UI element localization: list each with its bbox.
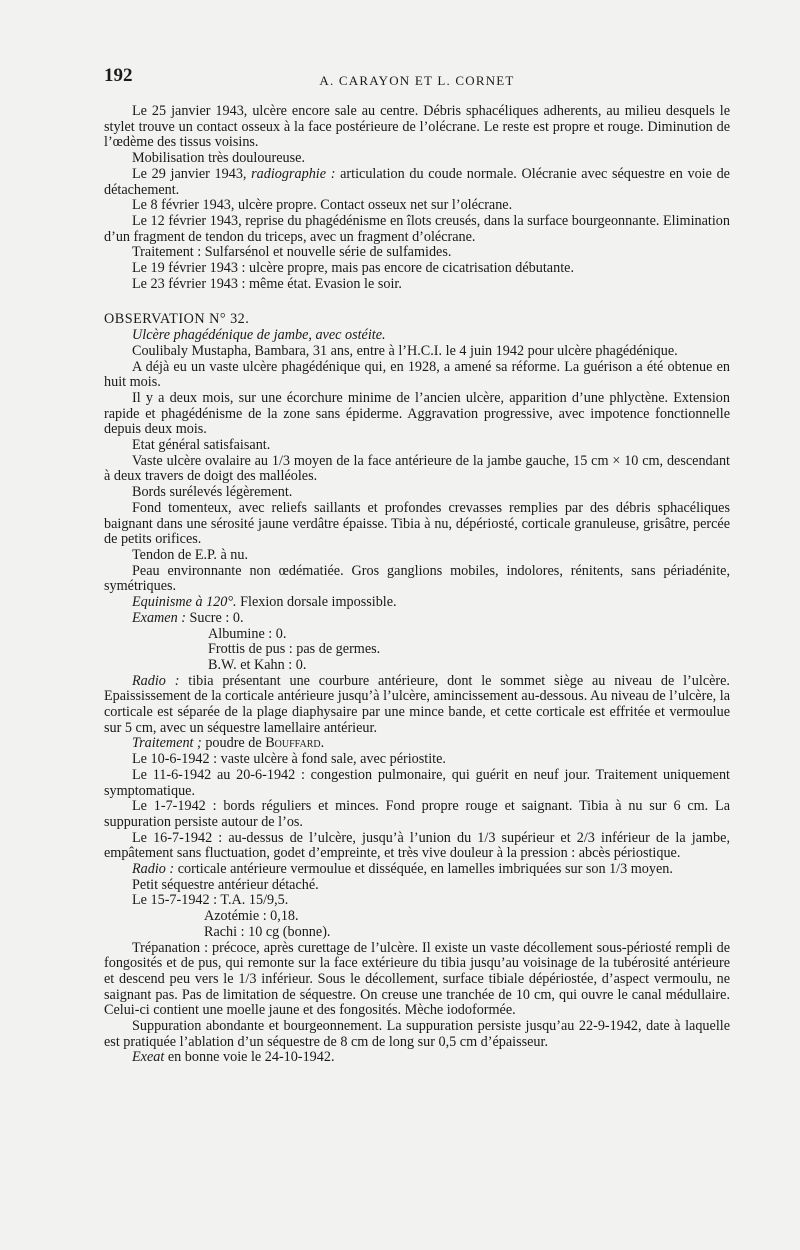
paragraph: Il y a deux mois, sur une écorchure minime de l’ancien ulcère, apparition d’une phlyctène. Extension rapide et phagédénisme de la zone sans épiderme. Aggravation progressive, avec impotence fonctionnelle depuis deux mois. [104, 389, 730, 438]
ta-line: Azotémie : 0,18. [204, 908, 299, 925]
paragraph: Le 1-7-1942 : bords réguliers et minces. Fond propre rouge et saignant. Tibia à nu sur 6 cm. La suppuration persiste autour de l’os. [104, 798, 730, 830]
paragraph: Le 8 février 1943, ulcère propre. Contact osseux net sur l’olécrane. [132, 197, 513, 214]
paragraph: Le 19 février 1943 : ulcère propre, mais pas encore de cicatrisation débutante. [132, 260, 574, 277]
paragraph: Le 25 janvier 1943, ulcère encore sale au centre. Débris sphacéliques adherents, au milieu desquels le stylet trouve un contact osseux à la face postérieure de l’olécrane. Le reste est propre et rouge. Diminution de l’œdème des tissus voisins. [104, 103, 730, 151]
paragraph: Vaste ulcère ovalaire au 1/3 moyen de la face antérieure de la jambe gauche, 15 cm × 10 cm, descendant à deux travers de doigt des malléoles. [104, 452, 730, 485]
traitement-label: Traitement ; [132, 735, 202, 752]
paragraph: Peau environnante non œdématiée. Gros ganglions mobiles, indolores, rénitents, sans périadénite, symétriques. [104, 562, 730, 595]
paragraph: Traitement : Sulfarsénol et nouvelle série de sulfamides. [132, 244, 452, 261]
paragraph: Equinisme à 120°. Flexion dorsale impossible. [132, 594, 397, 611]
paragraph: Traitement ; poudre de Bouffard. [132, 735, 325, 752]
paragraph: Le 11-6-1942 au 20-6-1942 : congestion pulmonaire, qui guérit en neuf jour. Traitement uniquement symptomatique. [104, 766, 730, 799]
page-header [104, 64, 730, 104]
paragraph: Tendon de E.P. à nu. [132, 546, 249, 563]
paragraph: Trépanation : précoce, après curettage de l’ulcère. Il existe un vaste décollement sous-périosté rempli de fongosités et de pus, qui remonte sur la face extérieure du tibia jusqu’au voisinage de la tubérosité antérieure et descend peu vers le 1/3 inférieur. Sous le décollement, surface tibiale dépériostée, d’aspect vermoulu, ne saignant pas. Pas de limitation de séquestre. On creuse une tranchée de 10 cm, qui ouvre le canal médullaire. Celui-ci contient une moelle jaune et des fongosités. Mèche iodoformée. [104, 939, 730, 1019]
observation-subtitle: Ulcère phagédénique de jambe, avec ostéite. [132, 327, 386, 344]
radiographie-label: radiographie : [251, 165, 336, 182]
paragraph: Exeat en bonne voie le 24-10-1942. [132, 1049, 335, 1066]
examen-line: Albumine : 0. [208, 625, 287, 642]
running-title: A. CARAYON ET L. CORNET [319, 73, 515, 88]
ta-line: Rachi : 10 cg (bonne). [204, 923, 331, 940]
paragraph: Suppuration abondante et bourgeonnement. La suppuration persiste jusqu’au 22-9-1942, date à laquelle est pratiquée l’ablation d’un séquestre de 8 cm de long sur 0,5 cm d’épaisseur. [104, 1018, 730, 1050]
radio-label: Radio : [132, 861, 175, 878]
paragraph: Fond tomenteux, avec reliefs saillants et profondes crevasses remplies par des débris sphacéliques baignant dans une sérosité jaune verdâtre épaisse. Tibia à nu, dépériosté, corticale granuleuse, grisâtre, percée de petits orifices. [104, 499, 730, 548]
paragraph: Radio : corticale antérieure vermoulue et disséquée, en lamelles imbriquées sur son 1/3 moyen. [132, 861, 673, 878]
examen-line: Frottis de pus : pas de germes. [208, 641, 381, 658]
paragraph: Radio : tibia présentant une courbure antérieure, dont le sommet siège au niveau de l’ulcère. Epaississement de la corticale antérieure jusqu’à l’ulcère, amincissement au-dessous. Au niveau de l’ulcère, la corticale est séparée de la plage diaphysaire par une mince bande, et cette corticale est effritée et vermoulue sur 5 cm, avec un séquestre lamellaire antérieur. [104, 672, 730, 736]
paragraph: Le 12 février 1943, reprise du phagédénisme en îlots creusés, dans la surface bourgeonnante. Elimination d’un fragment de tendon du triceps, avec un fragment d’olécrane. [104, 212, 730, 245]
ta-line: Le 15-7-1942 : T.A. 15/9,5. [132, 892, 289, 909]
examen-line: Examen : Sucre : 0. [132, 609, 244, 626]
paragraph: A déjà eu un vaste ulcère phagédénique qui, en 1928, a amené sa réforme. La guérison a été obtenue en huit mois. [104, 358, 730, 391]
page [104, 64, 730, 1066]
examen-label: Examen : [132, 609, 186, 626]
paragraph: Le 16-7-1942 : au-dessus de l’ulcère, jusqu’à l’union du 1/3 supérieur et 2/3 inférieur de la jambe, empâtement sans fluctuation, godet d’empreinte, et très vive douleur à la pression : abcès périostique. [104, 829, 730, 862]
observation-heading: OBSERVATION N° 32. [104, 311, 250, 328]
paragraph: Le 10-6-1942 : vaste ulcère à fond sale, avec périostite. [132, 751, 446, 768]
radio-label: Radio : [132, 672, 180, 689]
paragraph: Mobilisation très douloureuse. [132, 150, 305, 167]
paragraph: Coulibaly Mustapha, Bambara, 31 ans, entre à l’H.C.I. le 4 juin 1942 pour ulcère phagédénique. [132, 342, 678, 359]
page-number: 192 [104, 65, 133, 86]
paragraph: Etat général satisfaisant. [132, 437, 271, 454]
equinisme-label: Equinisme à 120°. [132, 594, 237, 611]
paragraph: Bords surélevés légèrement. [132, 484, 293, 501]
paragraph: Le 29 janvier 1943, radiographie : articulation du coude normale. Olécranie avec séquestre en voie de détachement. [104, 165, 730, 198]
paragraph: Le 23 février 1943 : même état. Evasion le soir. [132, 275, 402, 292]
exeat-label: Exeat [132, 1049, 165, 1066]
examen-line: B.W. et Kahn : 0. [208, 656, 307, 673]
paragraph: Petit séquestre antérieur détaché. [132, 876, 319, 893]
